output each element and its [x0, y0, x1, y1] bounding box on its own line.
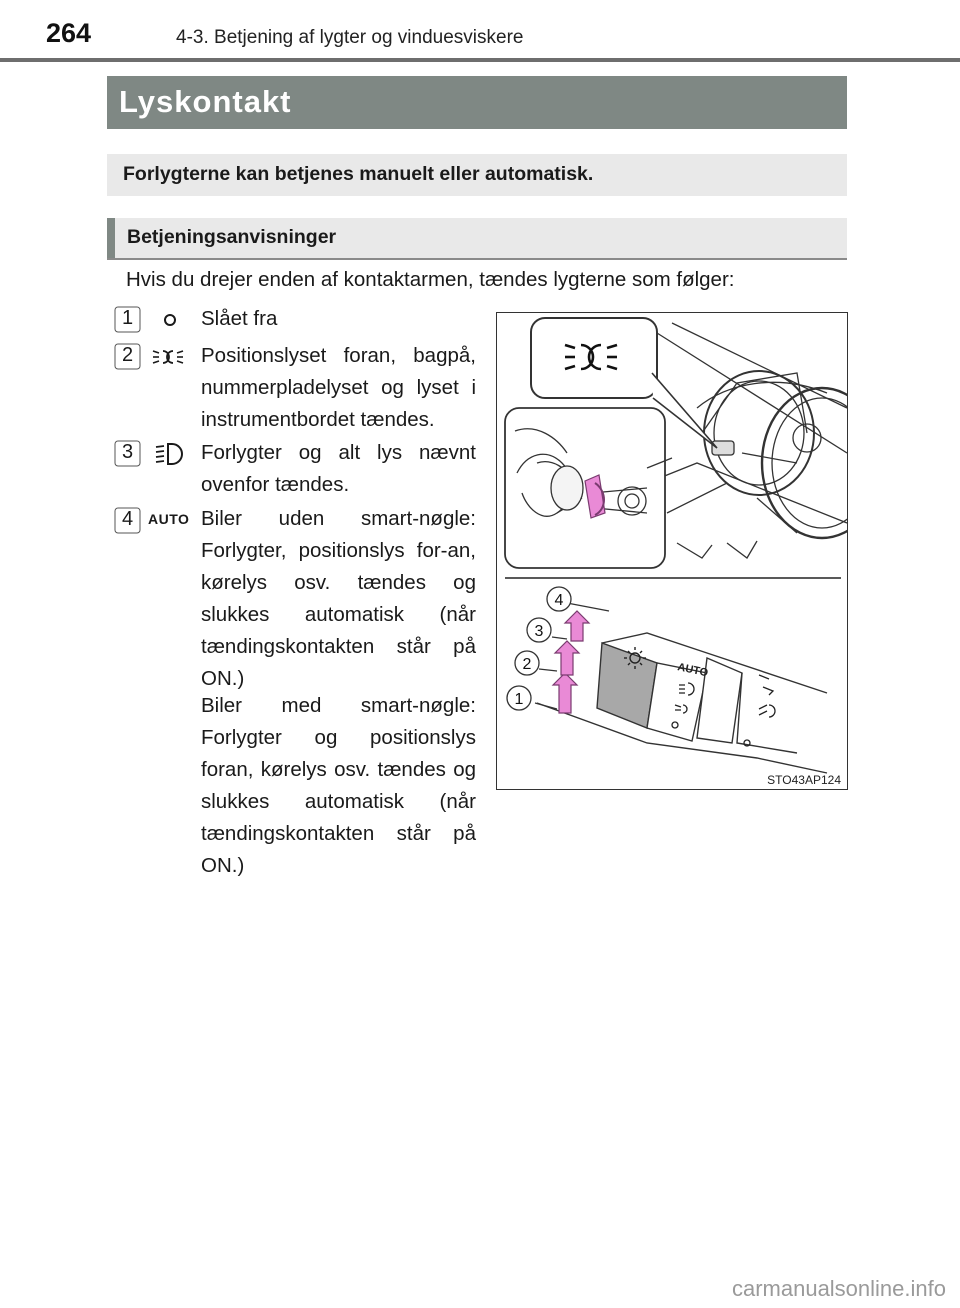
section-title: 4-3. Betjening af lygter og vinduesviskere [176, 27, 524, 48]
intro-box [107, 154, 847, 196]
figure-code: STO43AP124 [767, 773, 841, 787]
off-circle-icon [150, 307, 190, 333]
number-badge-2: 2 [114, 343, 141, 370]
number-badge-1: 1 [114, 306, 141, 333]
number-badge-4: 4 [114, 507, 141, 534]
switch-auto-label: AUTO [676, 661, 710, 680]
item-4-text-2: Biler med smart-nøgle: Forlygter og positionslys foran, kørelys osv. tændes og slukkes automatisk (når tændingskontakten står på ON.) [201, 694, 476, 877]
item-3-text: Forlygter og alt lys nævnt ovenfor tændes. [201, 441, 476, 496]
lead-text: Hvis du drejer enden af kontaktarmen, tændes lygterne som følger: [126, 268, 735, 291]
item-4-text: Biler uden smart-nøgle: Forlygter, positionslys for-an, kørelys osv. tændes og slukkes automatisk (når tændingskontakten står på ON.) [201, 507, 476, 690]
svg-text:2: 2 [522, 656, 532, 673]
header-rule [0, 58, 960, 62]
svg-text:1: 1 [514, 691, 524, 708]
illustration-drawing [497, 313, 847, 789]
auto-icon: AUTO [148, 511, 190, 527]
sub-heading [107, 218, 847, 260]
page-number: 264 [46, 18, 92, 48]
intro-text: Forlygterne kan betjenes manuelt eller automatisk. [123, 163, 594, 185]
number-badge-3: 3 [114, 440, 141, 467]
item-1-text: Slået fra [201, 307, 278, 330]
watermark: carmanualsonline.info [731, 1276, 946, 1301]
position-lights-icon [150, 344, 190, 370]
headlight-icon [150, 441, 190, 467]
item-2-text: Positionslyset foran, bagpå, nummerpladelyset og lyset i instrumentbordet tændes. [201, 344, 476, 431]
title-banner [107, 76, 847, 129]
light-switch-illustration [496, 312, 848, 790]
svg-text:3: 3 [534, 623, 544, 640]
sub-heading-text: Betjeningsanvisninger [127, 226, 337, 248]
svg-text:4: 4 [554, 592, 564, 609]
page-title: Lyskontakt [119, 84, 292, 119]
sub-heading-bar [107, 218, 115, 258]
